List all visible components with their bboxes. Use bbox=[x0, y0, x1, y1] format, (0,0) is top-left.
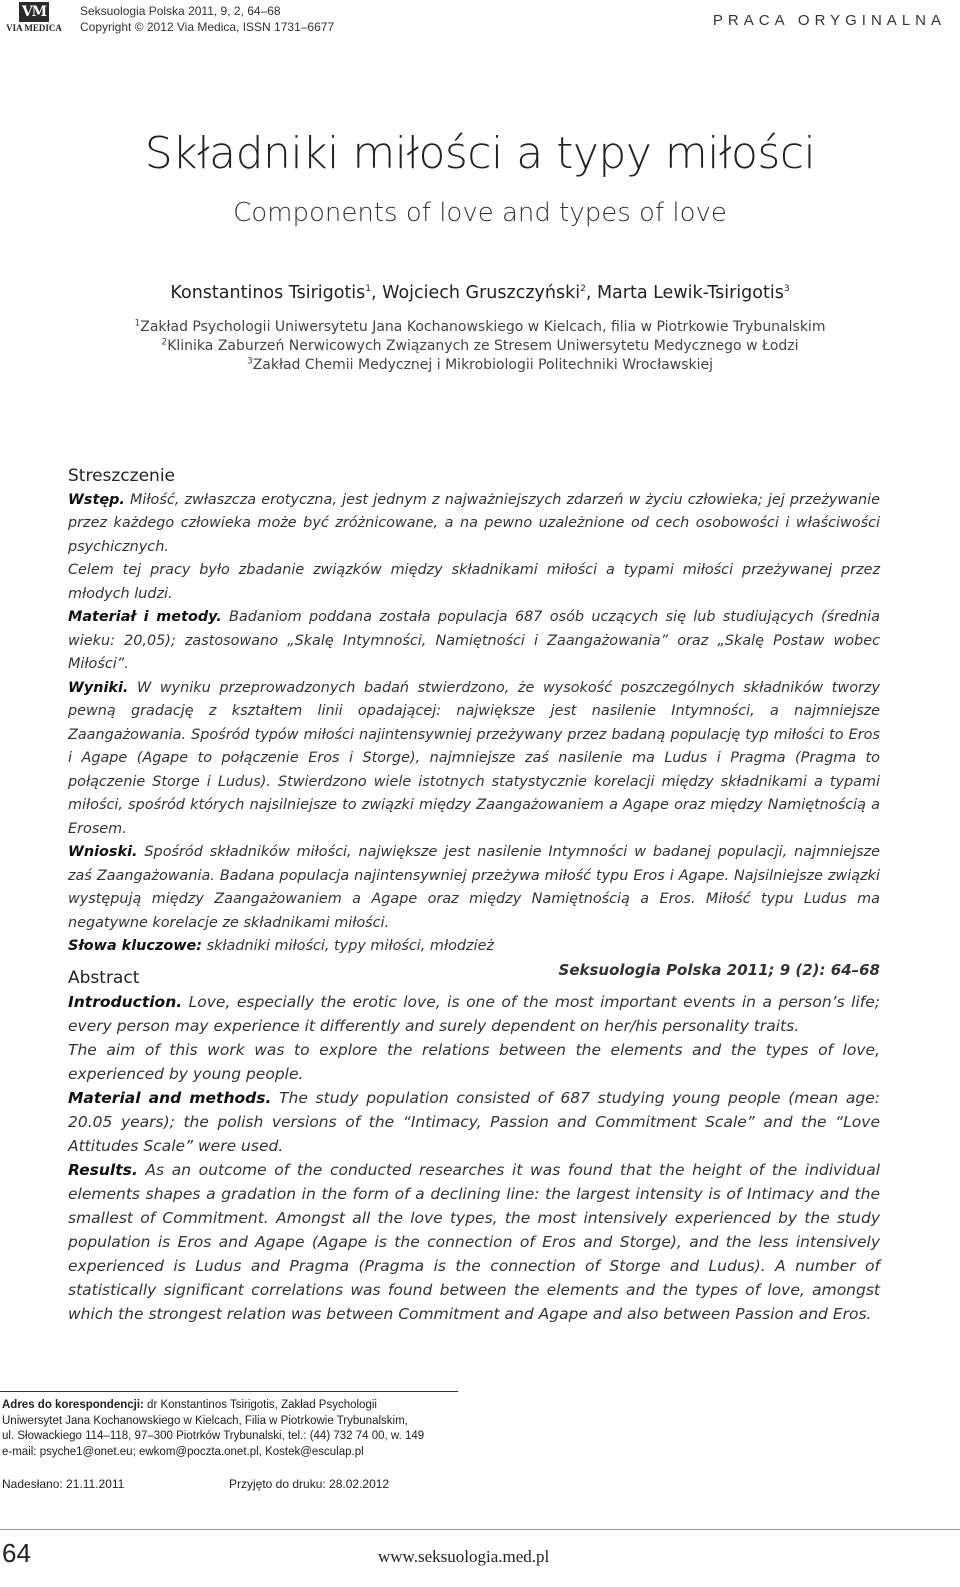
via-medica-logo bbox=[2, 2, 66, 38]
affiliation bbox=[0, 319, 960, 335]
affiliation-sup: 1 bbox=[134, 318, 141, 329]
introduction-paragraph bbox=[68, 990, 880, 1038]
correspondence-label: Adres do korespondencji: bbox=[2, 1399, 144, 1411]
streszczenie-heading: Streszczenie bbox=[68, 466, 175, 486]
footnote-rule bbox=[0, 1391, 458, 1392]
correspondence-line: Uniwersytet Jana Kochanowskiego w Kielcach, Filia w Piotrkowie Trybunalskim, bbox=[2, 1414, 408, 1427]
correspondence-line: dr Konstantinos Tsirigotis, Zakład Psychologii bbox=[143, 1399, 377, 1411]
abstract-section bbox=[68, 966, 880, 1326]
author-separator: , bbox=[585, 283, 597, 303]
author-separator: , bbox=[371, 283, 383, 303]
keywords-paragraph bbox=[68, 935, 880, 959]
affiliation-text: Klinika Zaburzeń Nerwicowych Związanych ze Stresem Uniwersytetu Medycznego w Łodzi bbox=[167, 338, 799, 354]
affiliation-sup: 2 bbox=[161, 337, 168, 348]
correspondence-line: ul. Słowackiego 114–118, 97–300 Piotrków Trybunalski, tel.: (44) 732 74 00, w. 149 bbox=[2, 1430, 425, 1442]
copyright-line: Copyright © 2012 Via Medica, ISSN 1731–6677 bbox=[80, 20, 335, 34]
wyniki-text: W wyniku przeprowadzonych badań stwierdzono, że wysokość poszczególnych składników tworzy pewną gradację z kształtem linii opadającej: największe jest nasilenie Intymności, a najmniejsze Zaangażowania. Spośród typów miłości najintensywniej przeżywany przez badaną populację typ miłości to Eros i Agape (Agape to połączenie Eros i Storge), najmniejsze zaś nasilenie ma Ludus i Pragma (Pragma to połączenie Storge i Ludus). Stwierdzono wiele istotnych statystycznie korelacji między składnikami a typami miłości, spośród których najsilniejsze to związki między Zaangażowaniem a Agape oraz między Namiętnością a Erosem. bbox=[68, 679, 880, 837]
logo-mark: VM bbox=[19, 2, 49, 22]
author-name: Wojciech Gruszczyński bbox=[382, 283, 581, 303]
author-sup: 2 bbox=[580, 284, 586, 295]
article-title-pl: Składniki miłości a typy miłości bbox=[144, 128, 816, 179]
affiliation-text: Zakład Chemii Medycznej i Mikrobiologii Politechniki Wrocławskiej bbox=[252, 357, 713, 373]
author-list bbox=[0, 283, 960, 303]
author-sup: 1 bbox=[365, 284, 372, 295]
streszczenie-section bbox=[68, 465, 880, 982]
wnioski-paragraph bbox=[68, 841, 880, 935]
cel-paragraph: Celem tej pracy było zbadanie związków między składnikami miłości a typami miłości przeżywanej przez młodych ludzi. bbox=[68, 562, 880, 602]
logo-text: VIA MEDICA bbox=[6, 23, 62, 33]
results-text: As an outcome of the conducted researches it was found that the height of the individual elements shapes a gradation in the form of a declining line: the largest intensity is of Intimacy and the smallest of Commitment. Amongst all the love types, the most intensively experienced by the study population is Eros and Agape (Agape is the connection of Eros and Storge), and the less intensively experienced is Ludus and Pragma (Pragma is the connection of Storge and Ludus). A number of statistically significant correlations was found between the elements and the types of love, amongst which the strongest relation was between Commitment and Agape and also between Passion and Eros. bbox=[68, 1161, 880, 1323]
results-paragraph bbox=[68, 1158, 880, 1326]
abstract-heading: Abstract bbox=[68, 968, 140, 988]
received-date: Nadesłano: 21.11.2011 bbox=[2, 1477, 125, 1491]
aim-paragraph: The aim of this work was to explore the relations between the elements and the types of love, experienced by young people. bbox=[68, 1041, 880, 1083]
affiliation bbox=[0, 357, 960, 373]
results-label: Results. bbox=[68, 1161, 138, 1179]
keywords-text: składniki miłości, typy miłości, młodzież bbox=[202, 938, 494, 954]
correspondence-email: e-mail: psyche1@onet.eu; ewkom@poczta.onet.pl, Kostek@esculap.pl bbox=[2, 1445, 364, 1458]
accepted-date: Przyjęto do druku: 28.02.2012 bbox=[229, 1477, 390, 1491]
introduction-label: Introduction. bbox=[68, 993, 183, 1011]
wnioski-text: Spośród składników miłości, największe jest nasilenie Intymności w badanej populacji, najmniejsze zaś Zaangażowania. Badana populacja najintensywniej przeżywa miłość typu Eros i Agape. Najsilniejsze związki występują między Zaangażowaniem a Agape oraz między Namiętnością a Eros. Miłość typu Ludus ma negatywne korelacje ze składnikami miłości. bbox=[68, 844, 880, 931]
material-label: Materiał i metody. bbox=[68, 609, 222, 625]
introduction-text: Love, especially the erotic love, is one of the most important events in a person’s life; every person may experience it differently and surely dependent on her/his personality traits. bbox=[68, 993, 880, 1035]
article-title-en: Components of love and types of love bbox=[233, 198, 727, 228]
journal-info bbox=[80, 3, 334, 35]
citation: Seksuologia Polska 2011; 9 (2): 64–68 bbox=[558, 960, 880, 979]
methods-paragraph bbox=[68, 1086, 880, 1158]
material-text: Badaniom poddana została populacja 687 osób uczących się lub studiujących (średnia wieku: 20,05); zastosowano „Skalę Intymności, Namiętności i Zaangażowania” oraz „Skalę Postaw wobec Miłości”. bbox=[68, 609, 880, 672]
material-paragraph bbox=[68, 606, 880, 677]
page-bottom-rule bbox=[0, 1529, 960, 1530]
affiliation-sup: 3 bbox=[246, 356, 253, 367]
author-sup: 3 bbox=[783, 284, 790, 295]
keywords-label: Słowa kluczowe: bbox=[68, 938, 203, 954]
wyniki-label: Wyniki. bbox=[68, 679, 129, 696]
section-label: PRACA ORYGINALNA bbox=[712, 12, 946, 29]
author-name: Marta Lewik-Tsirigotis bbox=[596, 283, 784, 303]
affiliation bbox=[0, 338, 960, 354]
wstep-paragraph bbox=[68, 489, 880, 560]
journal-line: Seksuologia Polska 2011, 9, 2, 64–68 bbox=[80, 4, 281, 18]
correspondence-address bbox=[2, 1398, 472, 1460]
journal-website: www.seksuologia.med.pl bbox=[378, 1547, 550, 1566]
wstep-text: Miłość, zwłaszcza erotyczna, jest jednym z najważniejszych zdarzeń w życiu człowieka; jej przeżywanie przez każdego człowieka może być zróżnicowane, a na pewno uzależnione od cech osobowości i właściwości psychicznych. bbox=[68, 491, 880, 555]
wnioski-label: Wnioski. bbox=[68, 844, 138, 860]
affiliation-text: Zakład Psychologii Uniwersytetu Jana Kochanowskiego w Kielcach, filia w Piotrkowie Trybunalskim bbox=[140, 319, 826, 335]
wstep-label: Wstęp. bbox=[68, 491, 125, 508]
page-number: 64 bbox=[2, 1538, 31, 1568]
wyniki-paragraph bbox=[68, 677, 880, 842]
methods-text: The study population consisted of 687 studying young people (mean age: 20.05 years); the polish versions of the “Intimacy, Passion and Commitment Scale” and the “Love Attitudes Scale” were used. bbox=[68, 1089, 881, 1155]
author-name: Konstantinos Tsirigotis bbox=[170, 283, 366, 303]
methods-label: Material and methods. bbox=[68, 1089, 272, 1107]
